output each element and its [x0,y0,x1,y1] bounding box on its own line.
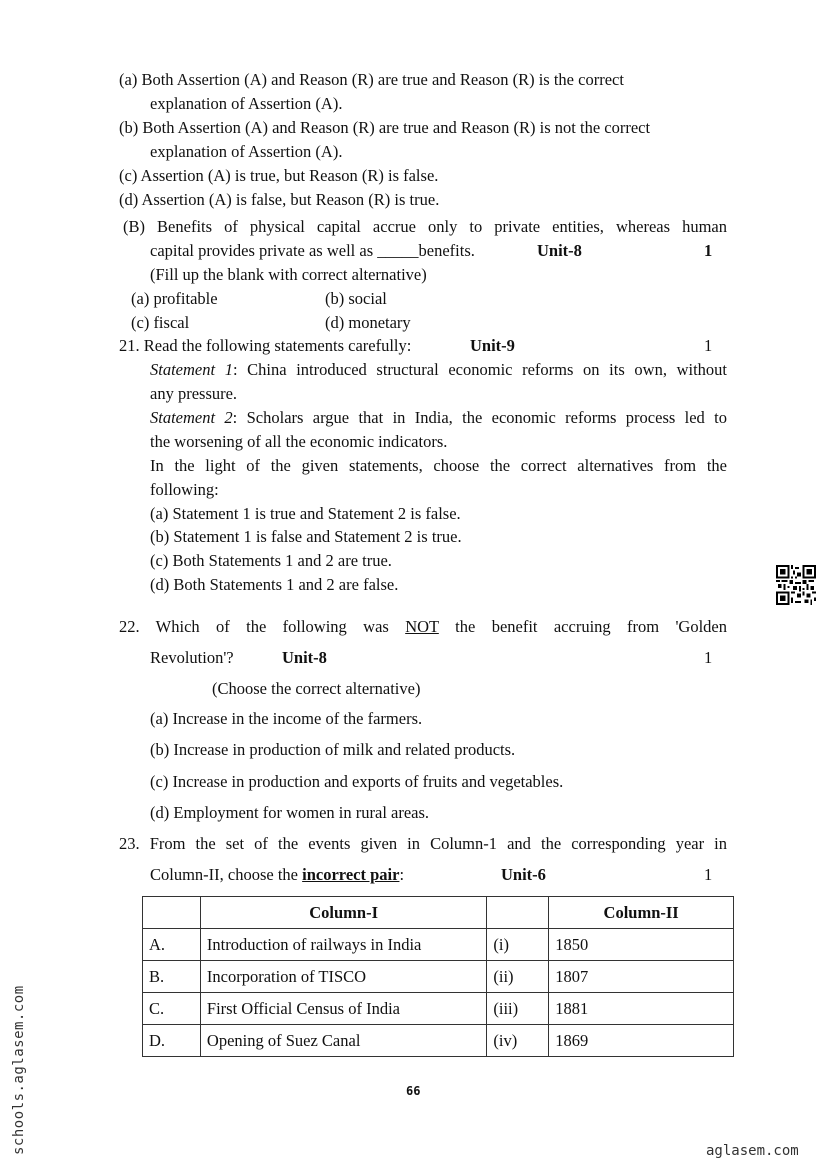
q21-option-a: (a) Statement 1 is true and Statement 2 is false. [150,504,461,523]
side-watermark: schools.aglasem.com [11,985,27,1155]
row-number: (iv) [487,1025,549,1057]
q22-option-a: (a) Increase in the income of the farmers. [150,709,423,728]
q21-unit: Unit-9 [470,336,515,355]
q20b-option-a: (a) profitable [131,289,218,308]
q20b-instruction: (Fill up the blank with correct alternative) [150,265,427,284]
q20b-marks: 1 [704,241,713,260]
q21-statement1-line2: any pressure. [150,384,238,403]
q22-stem-line1: 22. Which of the following was NOT the benefit accruing from 'Golden [119,617,727,636]
row-event: First Official Census of India [200,993,486,1025]
q23-match-table [142,896,734,1057]
q20-option-b-line1: (b) Both Assertion (A) and Reason (R) are true and Reason (R) is not the correct [119,118,651,137]
q20b-line1: (B) Benefits of physical capital accrue only to private entities, whereas human [123,217,727,236]
table-header-row [143,897,734,929]
q20-option-a-line2: explanation of Assertion (A). [150,94,343,113]
q21-instruction-line1: In the light of the given statements, choose the correct alternatives from the [150,456,727,475]
q23-stem-line2: Column-II, choose the incorrect pair: [150,865,405,884]
q20-option-a-line1: (a) Both Assertion (A) and Reason (R) are true and Reason (R) is the correct [119,70,624,89]
table-header-empty [487,897,549,929]
q23-marks: 1 [704,865,713,884]
q23-unit: Unit-6 [501,865,546,884]
table-header-column-2: Column-II [549,897,734,929]
q20b-line2: capital provides private as well as _____benefits. [150,241,475,260]
q21-statement2-line1: Statement 2: Scholars argue that in India, the economic reforms process led to [150,408,727,427]
q20-option-b-line2: explanation of Assertion (A). [150,142,343,161]
q21-option-d: (d) Both Statements 1 and 2 are false. [150,575,399,594]
q22-stem-line2: Revolution'? [150,648,234,667]
table-row [143,1025,734,1057]
page-number: 66 [406,1084,421,1098]
q22-option-d: (d) Employment for women in rural areas. [150,803,430,822]
q22-marks: 1 [704,648,713,667]
q22-not-emphasis: NOT [405,617,439,636]
row-number: (i) [487,929,549,961]
q21-statement1-label: Statement 1 [150,360,233,379]
table-header-column-1: Column-I [200,897,486,929]
table-header-empty [143,897,201,929]
q21-option-c: (c) Both Statements 1 and 2 are true. [150,551,392,570]
row-event: Incorporation of TISCO [200,961,486,993]
q21-option-b: (b) Statement 1 is false and Statement 2 is true. [150,527,462,546]
row-label: C. [143,993,201,1025]
q21-marks: 1 [704,336,713,355]
q23-stem-line1: 23. From the set of the events given in Column-1 and the corresponding year in [119,834,727,853]
q20-option-c: (c) Assertion (A) is true, but Reason (R) is false. [119,166,439,185]
row-number: (ii) [487,961,549,993]
row-event: Introduction of railways in India [200,929,486,961]
row-label: B. [143,961,201,993]
table-row [143,961,734,993]
q21-statement2-line2: the worsening of all the economic indicators. [150,432,448,451]
q22-option-c: (c) Increase in production and exports of fruits and vegetables. [150,772,564,791]
row-year: 1881 [549,993,734,1025]
q21-statement1-line1: Statement 1: China introduced structural economic reforms on its own, without [150,360,727,379]
table-row [143,993,734,1025]
q22-unit: Unit-8 [282,648,327,667]
q23-incorrect-pair-emphasis: incorrect pair [302,865,400,884]
bottom-watermark: aglasem.com [706,1143,799,1159]
row-year: 1850 [549,929,734,961]
row-event: Opening of Suez Canal [200,1025,486,1057]
row-year: 1869 [549,1025,734,1057]
q21-instruction-line2: following: [150,480,219,499]
qr-code-icon [776,565,816,605]
q20-option-d: (d) Assertion (A) is false, but Reason (R) is true. [119,190,440,209]
row-label: D. [143,1025,201,1057]
q22-option-b: (b) Increase in production of milk and related products. [150,740,516,759]
row-number: (iii) [487,993,549,1025]
q21-stem: 21. Read the following statements carefully: [119,336,412,355]
q20b-option-c: (c) fiscal [131,313,190,332]
q20b-option-d: (d) monetary [325,313,411,332]
table-row [143,929,734,961]
q22-instruction: (Choose the correct alternative) [212,679,421,698]
row-label: A. [143,929,201,961]
q20b-option-b: (b) social [325,289,387,308]
row-year: 1807 [549,961,734,993]
q21-statement2-label: Statement 2 [150,408,233,427]
q20b-unit: Unit-8 [537,241,582,260]
